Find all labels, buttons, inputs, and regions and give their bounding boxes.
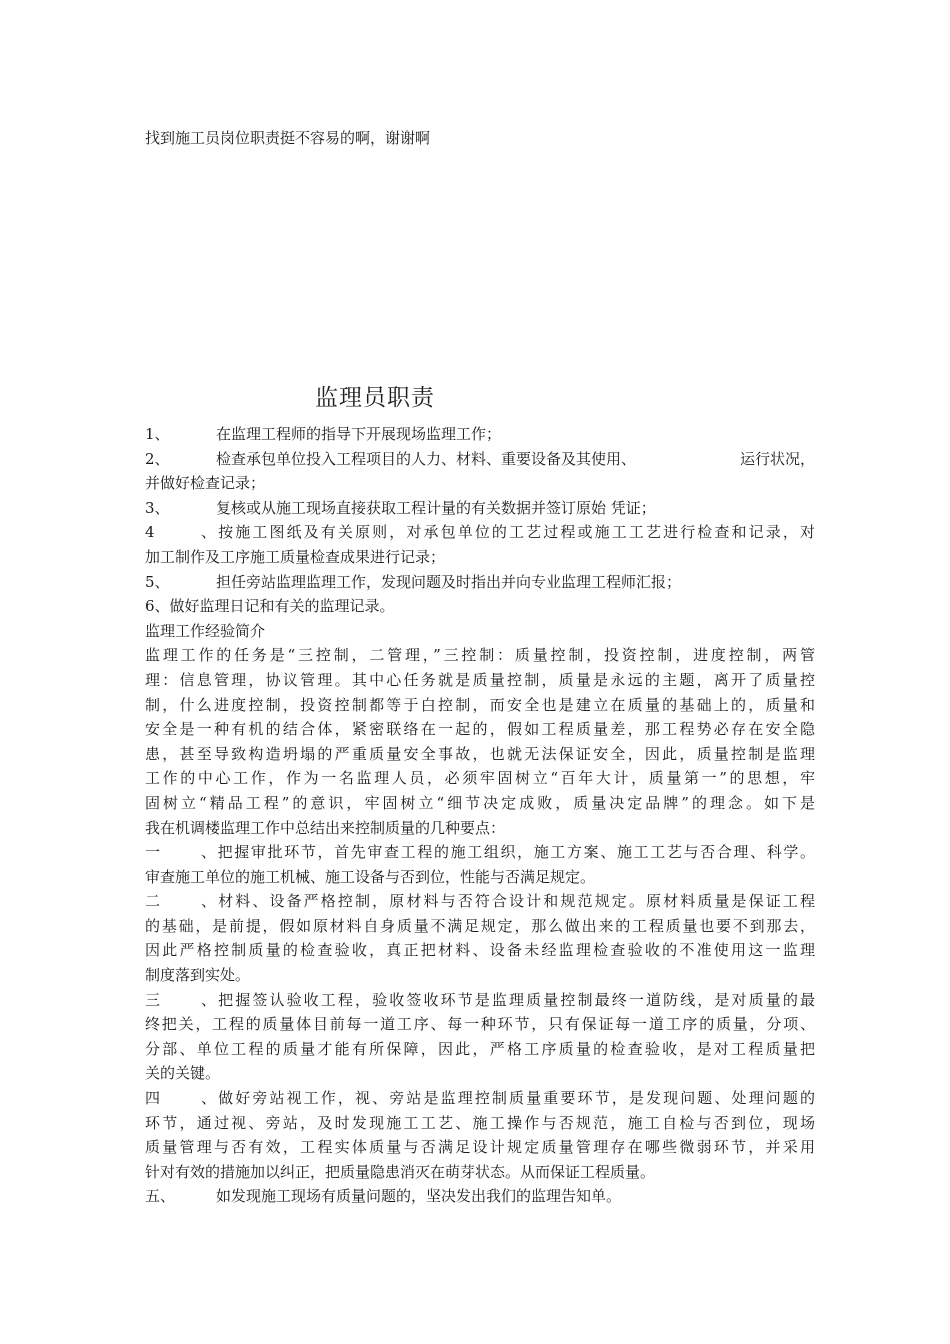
- intro-line: 监理工作的任务是“三控制，二管理，”三控制：质量控制，投资控制，进度控制，两管: [145, 646, 815, 665]
- intro-line: 制，什么进度控制，投资控制都等于白控制，而安全也是建立在质量的基础上的，质量和: [145, 695, 815, 714]
- point-line: 审查施工单位的施工机械、施工设备与否到位，性能与否满足规定。: [145, 867, 596, 886]
- duty-item-5: [145, 570, 815, 595]
- duty-item-4-continuation: 加工制作及工序施工质量检查成果进行记录；: [145, 547, 446, 566]
- duty-item-2: [145, 447, 815, 472]
- duty-number: 2、: [145, 449, 170, 468]
- intro-line: 理：信息管理，协议管理。其中心任务就是质量控制，质量是永远的主题，离开了质量控: [145, 670, 815, 689]
- point-line: 针对有效的措施加以纠正，把质量隐患消灭在萌芽状态。从而保证工程质量。: [145, 1162, 656, 1181]
- point-line: 的基础，是前提，假如原材料自身质量不满足规定，那么做出来的工程质量也要不到那去，: [145, 916, 815, 935]
- point-item-2: [145, 889, 815, 914]
- duty-text: 复核或从施工现场直接获取工程计量的有关数据并签订原始 凭证；: [216, 498, 656, 517]
- document-body: [145, 422, 815, 1209]
- point-line: 制度落到实处。: [145, 966, 251, 985]
- duty-item-3: [145, 496, 815, 521]
- duty-text: 检查承包单位投入工程项目的人力、材料、重要设备及其使用、: [216, 449, 637, 468]
- point-item-4: [145, 1086, 815, 1111]
- intro-line: 我在机调楼监理工作中总结出来控制质量的几种要点：: [145, 818, 506, 837]
- point-number: 二、: [145, 892, 216, 911]
- duty-number: 1、: [145, 425, 170, 443]
- point-number: 三、: [145, 990, 216, 1009]
- duty-number: 5、: [145, 572, 170, 591]
- point-line: 质量管理与否有效，工程实体质量与否满足设计规定质量管理存在哪些微弱环节，并采用: [145, 1138, 815, 1157]
- duty-text: 在监理工程师的指导下开展现场监理工作；: [216, 425, 502, 443]
- section-heading: 监理工作经验简介: [145, 621, 266, 640]
- intro-line: 固树立“精品工程”的意识，牢固树立“细节决定成败，质量决定品牌”的理念。如下是: [145, 793, 815, 812]
- duty-item-2-continuation: 并做好检查记录；: [145, 474, 266, 493]
- point-text: 材料、设备严格控制，原材料与否符合设计和规范规定。原材料质量是保证工程: [216, 892, 815, 911]
- point-item-3: [145, 988, 815, 1013]
- point-text: 把握审批环节，首先审查工程的施工组织，施工方案、施工工艺与否合理、科学。: [216, 843, 815, 862]
- point-item-5: [145, 1184, 815, 1209]
- point-number: 四、: [145, 1089, 216, 1108]
- duty-text: 担任旁站监理监理工作，发现问题及时指出并向专业监理工程师汇报；: [216, 572, 682, 591]
- point-text: 把握签认验收工程，验收签收环节是监理质量控制最终一道防线，是对质量的最: [216, 990, 815, 1009]
- point-text: 做好旁站视工作，视、旁站是监理控制质量重要环节，是发现问题、处理问题的: [216, 1089, 815, 1108]
- point-line: 环节，通过视、旁站，及时发现施工工艺、施工操作与否规范，施工自检与否到位，现场: [145, 1113, 815, 1132]
- intro-line: 安全是一种有机的结合体，紧密联络在一起的，假如工程质量差，那工程势必存在安全隐: [145, 720, 815, 739]
- point-line: 因此严格控制质量的检查验收，真正把材料、设备未经监理检查验收的不准使用这一监理: [145, 941, 815, 960]
- header-note: 找到施工员岗位职责挺不容易的啊，谢谢啊: [145, 129, 431, 147]
- intro-line: 工作的中心工作，作为一名监理人员，必须牢固树立“百年大计，质量第一”的思想，牢: [145, 769, 815, 788]
- point-number: 一、: [145, 843, 216, 862]
- duty-number: 4、: [145, 523, 216, 542]
- point-line: 分部、单位工程的质量才能有所保障，因此，严格工序质量的检查验收，是对工程质量把: [145, 1039, 815, 1058]
- duty-text: 按施工图纸及有关原则，对承包单位的工艺过程或施工工艺进行检查和记录，对: [216, 523, 815, 542]
- intro-line: 患，甚至导致构造坍塌的严重质量安全事故，也就无法保证安全，因此，质量控制是监理: [145, 744, 815, 763]
- document-title: 监理员职责: [315, 385, 435, 411]
- duty-number: 3、: [145, 498, 170, 517]
- point-text: 如发现施工现场有质量问题的，坚决发出我们的监理告知单。: [216, 1187, 622, 1206]
- point-line: 终把关，工程的质量体目前每一道工序、每一种环节，只有保证每一道工序的质量，分项、: [145, 1015, 815, 1034]
- duty-item-4: [145, 520, 815, 545]
- point-item-1: [145, 840, 815, 865]
- point-line: 关的关键。: [145, 1064, 221, 1083]
- duty-item-6: 6、做好监理日记和有关的监理记录。: [145, 597, 395, 616]
- duty-item-1: [145, 422, 815, 447]
- duty-text-continued: 运行状况，: [739, 449, 815, 468]
- point-number: 五、: [145, 1187, 176, 1206]
